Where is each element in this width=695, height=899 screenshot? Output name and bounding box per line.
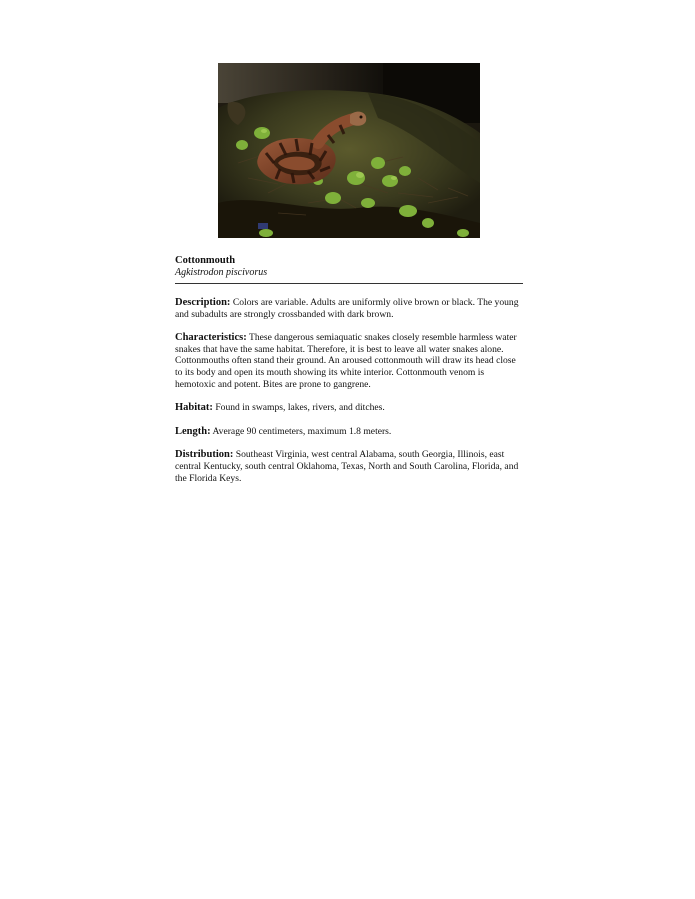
snake-photo-illustration xyxy=(218,63,480,238)
length-label: Length: xyxy=(175,425,211,437)
characteristics-label: Characteristics: xyxy=(175,332,247,344)
description-label: Description: xyxy=(175,297,231,308)
characteristics-text: These dangerous semiaquatic snakes closely resemble harmless water snakes that have the same habitat. Therefore, it is best to leave all water snakes alone. Cottonmouths often stand their ground. An aroused cottonmouth will draw its head close to its body and open its mouth showing its white interior. Cottonmouth venom is hemotoxic and potent. Bites are prone to gangrene. xyxy=(175,332,517,390)
species-header xyxy=(175,255,523,279)
distribution-paragraph xyxy=(175,449,523,484)
habitat-text: Found in swamps, lakes, rivers, and ditches. xyxy=(215,402,385,414)
distribution-label: Distribution: xyxy=(175,449,234,461)
description-paragraph xyxy=(175,297,523,320)
length-paragraph xyxy=(175,426,523,438)
length-text: Average 90 centimeters, maximum 1.8 meters. xyxy=(212,425,392,437)
habitat-label: Habitat: xyxy=(175,402,213,414)
header-divider xyxy=(175,283,523,284)
distribution-text: Southeast Virginia, west central Alabama, south Georgia, Illinois, east central Kentucky, south central Oklahoma, Texas, North and South Carolina, Florida, and the Florida Keys. xyxy=(175,449,519,484)
cottonmouth-photo xyxy=(218,63,480,238)
characteristics-paragraph xyxy=(175,332,523,390)
common-name: Cottonmouth xyxy=(175,255,236,266)
species-details xyxy=(175,297,523,496)
habitat-paragraph xyxy=(175,402,523,414)
scientific-name: Agkistrodon piscivorus xyxy=(175,267,268,278)
description-text: Colors are variable. Adults are uniformly olive brown or black. The young and subadults are strongly crossbanded with dark brown. xyxy=(175,297,519,320)
